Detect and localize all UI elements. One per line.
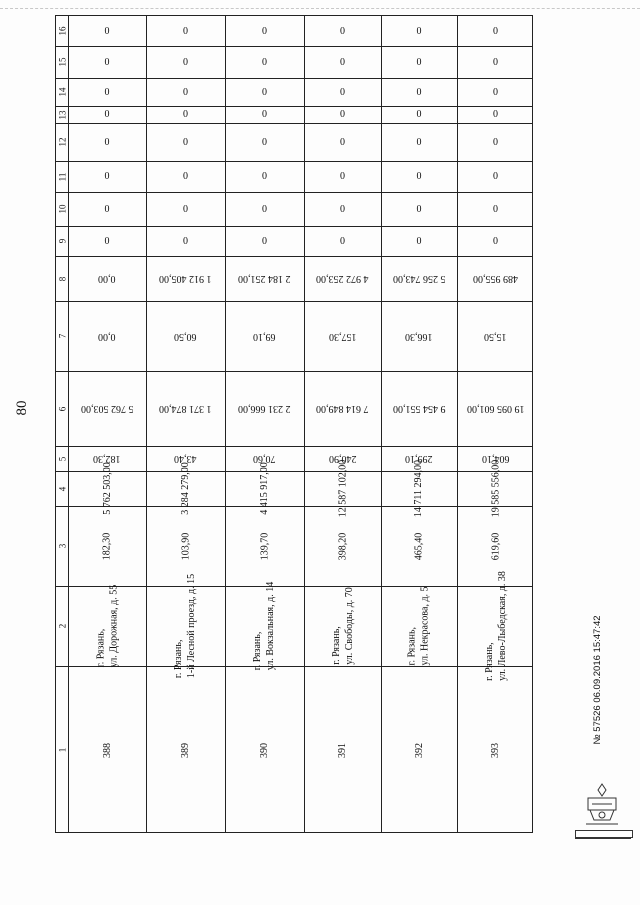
zero-value-cell <box>68 78 146 106</box>
document-id-wrap <box>590 580 606 780</box>
zero-value-cell-text: 0 <box>262 86 267 98</box>
row-number-cell-text: 388 <box>101 742 113 758</box>
column-number-label <box>56 161 68 192</box>
value-cell-col3-text: 139,70 <box>259 532 270 560</box>
row-number-cell <box>68 666 146 834</box>
zero-value-cell-text: 0 <box>262 235 267 247</box>
zero-value-cell <box>68 123 146 161</box>
zero-value-cell-text: 0 <box>416 203 422 215</box>
value-cell-col3 <box>225 506 304 586</box>
column-number-text: 15 <box>57 57 67 67</box>
address-text <box>330 587 356 665</box>
row-number-cell <box>304 666 381 834</box>
value-cell-col5-text: 182,30 <box>93 453 121 464</box>
zero-value-cell-text: 0 <box>493 136 498 148</box>
zero-value-cell <box>146 106 225 123</box>
zero-value-cell <box>381 161 457 192</box>
row-number-cell <box>381 666 457 834</box>
zero-value-cell <box>68 16 146 46</box>
address-street: ул. Свободы, д. 70 <box>343 587 355 665</box>
value-cell-col3 <box>304 506 381 586</box>
value-cell-col7-text: 166,30 <box>405 330 433 342</box>
zero-value-cell-text: 0 <box>104 136 110 148</box>
zero-value-cell-text: 0 <box>183 136 188 148</box>
zero-value-cell <box>457 106 534 123</box>
scan-dot <box>225 868 231 874</box>
value-cell-col5-text: 604,10 <box>481 453 510 464</box>
column-number-text: 8 <box>57 276 67 281</box>
zero-value-cell-text: 0 <box>104 171 110 182</box>
zero-value-cell <box>381 226 457 256</box>
column-number-label <box>56 301 68 371</box>
zero-value-cell-text: 0 <box>416 235 422 247</box>
zero-value-cell-text: 0 <box>183 56 188 68</box>
value-cell-col6 <box>381 371 457 446</box>
zero-value-cell <box>225 16 304 46</box>
document-id: № 57526 06.09.2016 15:47:42 <box>592 615 603 745</box>
zero-value-cell-text: 0 <box>493 56 498 68</box>
scan-edge-line <box>0 8 640 9</box>
value-cell-col8 <box>457 256 534 301</box>
value-cell-col7 <box>381 301 457 371</box>
value-cell-col3-text: 465,40 <box>413 532 425 560</box>
column-number-label <box>56 471 68 506</box>
column-number-label <box>56 506 68 586</box>
value-cell-col3 <box>68 506 146 586</box>
column-number-label <box>56 666 68 834</box>
value-cell-col3-text: 619,60 <box>490 532 501 560</box>
zero-value-cell-text: 0 <box>416 56 422 68</box>
zero-value-cell <box>146 192 225 226</box>
column-number-text: 14 <box>57 87 67 97</box>
address-cell <box>457 571 534 681</box>
zero-value-cell-text: 0 <box>416 25 422 37</box>
address-cell <box>304 586 381 666</box>
value-cell-col8-text: 2 184 251,00 <box>238 273 291 284</box>
value-cell-col6-text: 5 762 503,00 <box>80 403 134 414</box>
zero-value-cell-text: 0 <box>262 171 267 182</box>
zero-value-cell <box>457 226 534 256</box>
zero-value-cell-text: 0 <box>493 235 498 247</box>
value-cell-col3-text: 182,30 <box>101 532 113 560</box>
value-cell-col6-text: 9 454 551,00 <box>392 403 446 414</box>
column-number-text: 2 <box>57 623 67 629</box>
value-cell-col7-text: 15,50 <box>484 330 507 342</box>
zero-value-cell-text: 0 <box>183 203 188 215</box>
value-cell-col4 <box>381 459 457 518</box>
zero-value-cell-text: 0 <box>104 203 110 215</box>
column-number-label <box>56 106 68 123</box>
zero-value-cell <box>225 46 304 78</box>
value-cell-col4-text: 5 762 503,00 <box>101 462 113 515</box>
address-city: г. Рязань, <box>407 626 418 666</box>
value-cell-col4 <box>457 459 534 518</box>
address-street: ул. Вокзальная, д. 14 <box>265 581 277 671</box>
value-cell-col7 <box>68 301 146 371</box>
value-cell-col6 <box>68 371 146 446</box>
column-number-text: 10 <box>57 204 67 214</box>
coat-of-arms-stamp <box>580 780 624 830</box>
column-number-label <box>56 371 68 446</box>
zero-value-cell <box>304 226 381 256</box>
zero-value-cell-text: 0 <box>340 56 345 68</box>
zero-value-cell-text: 0 <box>340 171 345 182</box>
zero-value-cell-text: 0 <box>416 86 422 98</box>
zero-value-cell <box>225 161 304 192</box>
address-text <box>406 586 432 665</box>
value-cell-col8-text: 5 256 743,00 <box>392 273 446 284</box>
zero-value-cell-text: 0 <box>262 109 267 120</box>
zero-value-cell-text: 0 <box>493 171 498 182</box>
zero-value-cell-text: 0 <box>104 109 110 120</box>
zero-value-cell-text: 0 <box>340 25 345 37</box>
zero-value-cell-text: 0 <box>493 25 498 37</box>
column-number-text: 16 <box>57 26 67 36</box>
value-cell-col8 <box>225 256 304 301</box>
zero-value-cell <box>304 123 381 161</box>
zero-value-cell <box>381 78 457 106</box>
value-cell-col6-text: 1 371 874,00 <box>159 403 212 414</box>
value-cell-col4 <box>304 459 381 518</box>
address-cell <box>68 586 146 666</box>
zero-value-cell <box>457 16 534 46</box>
zero-value-cell <box>146 226 225 256</box>
zero-value-cell <box>457 161 534 192</box>
data-table <box>55 15 533 833</box>
zero-value-cell <box>457 123 534 161</box>
zero-value-cell <box>225 106 304 123</box>
value-cell-col7 <box>146 301 225 371</box>
value-cell-col7-text: 69,10 <box>253 330 276 342</box>
zero-value-cell-text: 0 <box>262 203 267 215</box>
address-city: г. Рязань, <box>95 628 107 668</box>
zero-value-cell-text: 0 <box>183 235 188 247</box>
zero-value-cell-text: 0 <box>340 203 345 215</box>
zero-value-cell <box>146 16 225 46</box>
column-number-text: 6 <box>57 406 67 411</box>
value-cell-col8 <box>381 256 457 301</box>
address-street: ул. Лево-Лыбедская, д. 38 <box>496 571 508 681</box>
zero-value-cell-text: 0 <box>340 86 345 98</box>
value-cell-col8-text: 1 912 405,00 <box>159 273 212 284</box>
value-cell-col6 <box>304 371 381 446</box>
column-number-label <box>56 586 68 666</box>
zero-value-cell <box>146 46 225 78</box>
value-cell-col4 <box>225 462 304 515</box>
zero-value-cell <box>304 16 381 46</box>
row-number-cell-text: 393 <box>490 742 501 758</box>
address-street: ул. Некрасова, д. 5 <box>420 586 431 666</box>
address-city: г. Рязань, <box>483 642 495 681</box>
zero-value-cell-text: 0 <box>183 86 188 98</box>
value-cell-col4-text: 4 415 917,00 <box>259 462 270 515</box>
zero-value-cell <box>146 161 225 192</box>
value-cell-col4 <box>68 462 146 515</box>
column-number-text: 12 <box>57 137 67 147</box>
value-cell-col5-text: 240,90 <box>328 453 357 464</box>
zero-value-cell <box>304 106 381 123</box>
address-city: г. Рязань, <box>173 639 185 679</box>
value-cell-col5-text: 70,60 <box>253 453 276 464</box>
zero-value-cell-text: 0 <box>183 171 188 182</box>
address-text <box>483 571 509 681</box>
value-cell-col7 <box>457 301 534 371</box>
value-cell-col3-text: 103,90 <box>180 532 191 560</box>
value-cell-col8 <box>304 256 381 301</box>
value-cell-col8 <box>146 256 225 301</box>
zero-value-cell-text: 0 <box>104 25 110 37</box>
value-cell-col7-text: 157,30 <box>328 330 357 342</box>
value-cell-col4-text: 19 585 556,00 <box>490 459 501 518</box>
zero-value-cell <box>225 226 304 256</box>
address-text <box>173 574 199 678</box>
column-number-label <box>56 78 68 106</box>
zero-value-cell <box>457 46 534 78</box>
address-street: ул. Дорожная, д. 55 <box>108 584 120 668</box>
row-number-cell-text: 389 <box>180 742 191 758</box>
zero-value-cell <box>381 123 457 161</box>
zero-value-cell <box>68 106 146 123</box>
zero-value-cell-text: 0 <box>104 56 110 68</box>
address-cell <box>225 581 304 671</box>
zero-value-cell-text: 0 <box>340 136 345 148</box>
value-cell-col6-text: 2 231 666,00 <box>238 403 291 414</box>
page-number: 80 <box>14 400 30 416</box>
value-cell-col7 <box>225 301 304 371</box>
value-cell-col8-text: 4 972 253,00 <box>316 273 369 284</box>
row-number-cell <box>457 666 534 834</box>
zero-value-cell <box>381 46 457 78</box>
value-cell-col4-text: 12 587 102,00 <box>337 459 348 518</box>
stamp-foot-line <box>575 838 631 839</box>
column-number-label <box>56 446 68 471</box>
column-number-text: 3 <box>57 543 67 549</box>
value-cell-col4-text: 3 284 279,00 <box>180 462 191 515</box>
column-number-label <box>56 192 68 226</box>
column-number-label <box>56 123 68 161</box>
zero-value-cell <box>68 192 146 226</box>
zero-value-cell-text: 0 <box>340 109 345 120</box>
zero-value-cell <box>457 78 534 106</box>
value-cell-col8-text: 0,00 <box>98 273 116 284</box>
zero-value-cell <box>381 192 457 226</box>
zero-value-cell <box>304 78 381 106</box>
zero-value-cell-text: 0 <box>340 235 345 247</box>
address-city: г. Рязань, <box>330 626 342 665</box>
column-number-label <box>56 16 68 46</box>
value-cell-col8-text: 489 955,00 <box>473 273 518 284</box>
value-cell-col7-text: 0,00 <box>98 330 116 342</box>
address-city: г. Рязань, <box>252 631 264 671</box>
value-cell-col6 <box>146 371 225 446</box>
value-cell-col6-text: 7 614 849,00 <box>316 403 369 414</box>
row-number-cell-text: 390 <box>259 742 270 758</box>
address-cell <box>381 586 457 666</box>
column-number-text: 11 <box>56 172 67 181</box>
zero-value-cell <box>457 192 534 226</box>
zero-value-cell <box>381 16 457 46</box>
zero-value-cell <box>225 78 304 106</box>
column-number-text: 7 <box>57 333 67 339</box>
column-number-text: 9 <box>57 238 67 244</box>
value-cell-col5-text: 43,40 <box>174 453 197 464</box>
zero-value-cell-text: 0 <box>493 203 498 215</box>
column-number-label <box>56 256 68 301</box>
row-number-cell <box>146 666 225 834</box>
address-text <box>94 585 120 668</box>
zero-value-cell-text: 0 <box>493 109 498 120</box>
address-text <box>252 582 278 670</box>
zero-value-cell-text: 0 <box>416 136 422 148</box>
zero-value-cell-text: 0 <box>262 25 267 37</box>
value-cell-col6-text: 19 095 601,00 <box>466 403 525 414</box>
zero-value-cell-text: 0 <box>493 86 498 98</box>
zero-value-cell <box>68 46 146 78</box>
zero-value-cell-text: 0 <box>262 136 267 148</box>
zero-value-cell-text: 0 <box>416 109 422 120</box>
address-cell <box>146 573 225 679</box>
stamp-label <box>575 830 633 838</box>
zero-value-cell <box>68 226 146 256</box>
value-cell-col8 <box>68 256 146 301</box>
column-number-label <box>56 226 68 256</box>
zero-value-cell <box>304 192 381 226</box>
value-cell-col4 <box>146 462 225 515</box>
zero-value-cell <box>304 46 381 78</box>
value-cell-col4-text: 14 711 294,00 <box>413 459 425 518</box>
address-street: 1-й Лесной проезд, д. 15 <box>186 573 198 679</box>
value-cell-col3-text: 398,20 <box>337 532 348 560</box>
row-number-cell-text: 391 <box>337 742 348 758</box>
value-cell-col7-text: 60,50 <box>174 330 197 342</box>
value-cell-col3 <box>381 506 457 586</box>
zero-value-cell <box>304 161 381 192</box>
column-number-text: 1 <box>57 747 67 753</box>
zero-value-cell-text: 0 <box>183 109 188 120</box>
row-number-cell <box>225 666 304 834</box>
column-number-label <box>56 46 68 78</box>
zero-value-cell <box>225 123 304 161</box>
zero-value-cell-text: 0 <box>104 86 110 98</box>
zero-value-cell <box>381 106 457 123</box>
value-cell-col6 <box>457 371 534 446</box>
column-number-text: 4 <box>57 486 67 491</box>
zero-value-cell-text: 0 <box>104 235 110 247</box>
zero-value-cell <box>68 161 146 192</box>
zero-value-cell-text: 0 <box>416 171 422 182</box>
zero-value-cell <box>146 78 225 106</box>
row-number-cell-text: 392 <box>413 742 425 758</box>
column-number-text: 5 <box>57 456 67 461</box>
column-number-text: 13 <box>57 110 67 119</box>
zero-value-cell-text: 0 <box>183 25 188 37</box>
value-cell-col7 <box>304 301 381 371</box>
zero-value-cell-text: 0 <box>262 56 267 68</box>
value-cell-col5-text: 299,10 <box>405 453 433 464</box>
value-cell-col6 <box>225 371 304 446</box>
zero-value-cell <box>225 192 304 226</box>
zero-value-cell <box>146 123 225 161</box>
